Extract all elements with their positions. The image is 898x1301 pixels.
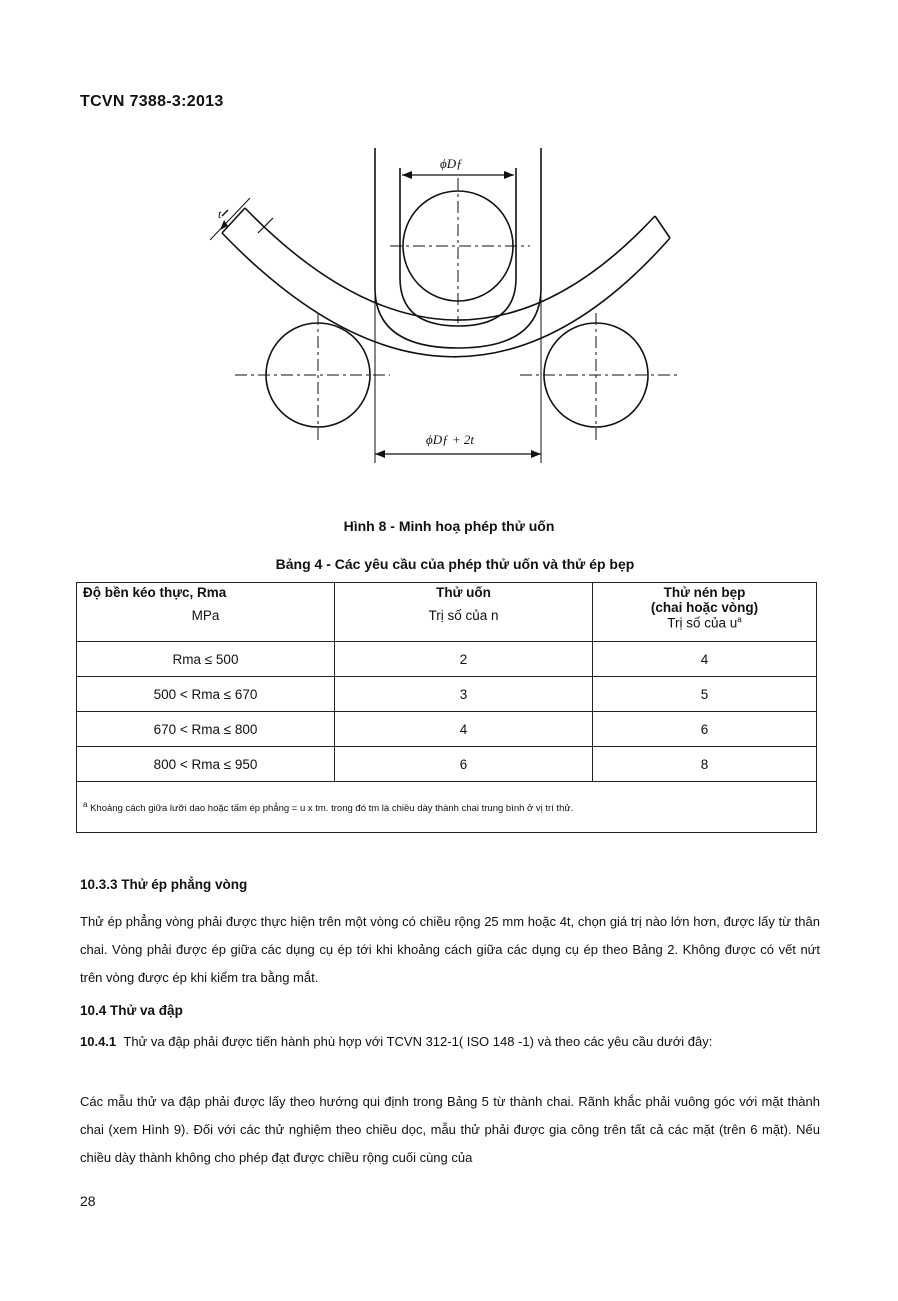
section-10-3-3-title: 10.3.3 Thử ép phẳng vòng — [80, 877, 248, 892]
table-row: 670 < Rma ≤ 800 4 6 — [77, 712, 817, 747]
table-footnote: $^a$ Khoảng cách giữa lưỡi dao hoặc tấm ép phẳng = u x tm. trong đó tm là chiều dày thành chai trung bình ở vị trí thử. — [77, 782, 817, 833]
paragraph-impact-specimens: Các mẫu thử va đập phải được lấy theo hướng qui định trong Bảng 5 từ thành chai. Rãnh khắc phải vuông góc với mặt thành chai (xem Hình 9). Đối với các thử nghiệm theo chiều dọc, mẫu thử phải được gia công trên tất cả các mặt (trên 6 mặt). Nếu chiều dày thành không cho phép đạt được chiều rộng cuối cùng của — [80, 1094, 820, 1165]
specimen-inner — [245, 208, 655, 320]
table-caption: Bảng 4 - Các yêu cầu của phép thử uốn và thử ép bẹp — [275, 556, 635, 572]
header-strength: Độ bền kéo thực, Rma MPa — [77, 583, 335, 642]
table-row: 500 < Rma ≤ 670 3 5 — [77, 677, 817, 712]
label-d-plus-2t: ϕDƒ + 2t — [426, 432, 475, 447]
specimen-outer — [222, 233, 670, 357]
table-header-row — [77, 583, 817, 642]
paragraph-ring-flattening: Thử ép phẳng vòng phải được thực hiện trên một vòng có chiều rộng 25 mm hoặc 4t, chọn giá trị nào lớn hơn, được lấy từ thân chai. Vòng phải được ép giữa các dụng cụ ép tới khi khoảng cách giữa các dụng cụ ép theo Bảng 2. Không được có vết nứt trên vòng được ép khi kiểm tra bằng mắt. — [80, 914, 820, 985]
table-footnote-row — [77, 782, 817, 833]
bend-test-figure — [200, 138, 700, 478]
header-flatten-test: Thử nén bẹp (chai hoặc vòng) Trị số của $u^a$ — [593, 583, 817, 642]
label-t: t — [218, 207, 222, 221]
paragraph-impact-test: 10.4.1 Thử va đập phải được tiến hành phù hợp với TCVN 312-1( ISO 148 -1) và theo các yêu cầu dưới đây: — [80, 1034, 713, 1049]
table-row: Rma ≤ 500 2 4 — [77, 642, 817, 677]
page-number: 28 — [80, 1193, 96, 1209]
document-id: TCVN 7388-3:2013 — [80, 93, 224, 110]
header-bend-test: Thử uốn Trị số của n — [335, 583, 593, 642]
label-d: ϕDƒ — [440, 156, 463, 171]
section-10-4-title: 10.4 Thử va đập — [80, 1003, 183, 1018]
figure-caption: Hình 8 - Minh hoạ phép thử uốn — [343, 518, 555, 534]
table-row: 800 < Rma ≤ 950 6 8 — [77, 747, 817, 782]
requirements-table — [76, 582, 817, 833]
